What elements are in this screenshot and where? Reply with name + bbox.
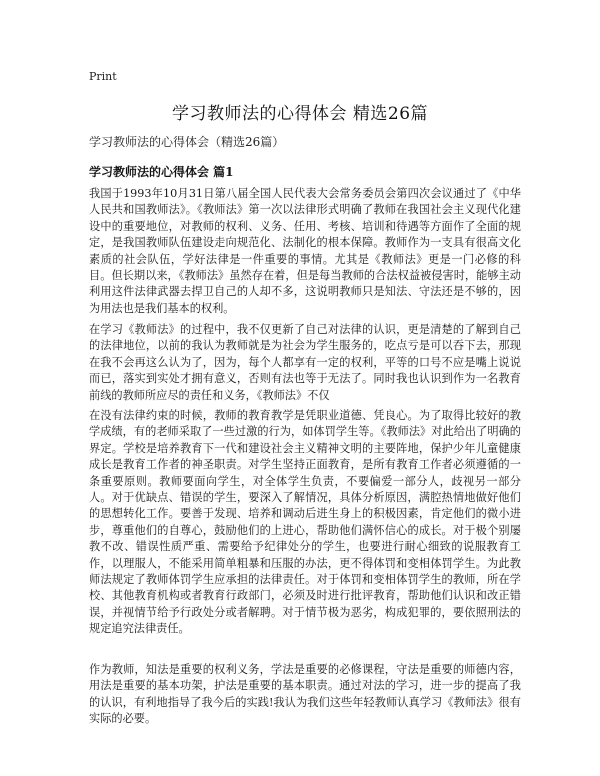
section-heading: 学习教师法的心得体会 篇1	[89, 165, 234, 179]
page-title: 学习教师法的心得体会 精选26篇	[171, 104, 429, 124]
document-subtitle: 学习教师法的心得体会（精选26篇）	[89, 135, 285, 149]
paragraph-2: 在学习《教师法》的过程中，我不仅更新了自己对法律的认识，更是清楚的了解到自己的法律地位，以前的我认为教师就是为社会为学生服务的，吃点亏是可以吞下去，那现在我不会再这么认为了，因为，每个人都享有一定的权利，平等的口号不应是嘴上说说而已，落实到实处才拥有意义，否则有法也等于无法了。同时我也认识到作为一名教育前线的教师所应尽的责任和义务，《教师法》不仅	[89, 323, 521, 402]
paragraph-4: 作为教师，知法是重要的权利义务，学法是重要的必修课程，守法是重要的师德内容，用法是重要的基本功架，护法是重要的基本职责。通过对法的学习，进一步的提高了我的认识，有利地指导了我今后的实践!我认为我们这些年轻教师认真学习《教师法》很有实际的必要。	[89, 663, 521, 726]
print-label: Print	[89, 70, 117, 83]
paragraph-1: 我国于1993年10月31日第八届全国人民代表大会常务委员会第四次会议通过了《中华人民共和国教师法》。《教师法》第一次以法律形式明确了教师在我国社会主义现代化建设中的重要地位，对教师的权利、义务、任用、考核、培训和待遇等方面作了全面的规定，是我国教师队伍建设走向规范化、法制化的根本保障。教师作为一支具有很高文化素质的社会队伍，学好法律是一件重要的事情。尤其是《教师法》更是一门必修的科目。但长期以来，《教师法》虽然存在着，但是每当教师的合法权益被侵害时，能够主动利用这件法律武器去捍卫自己的人却不多，这说明教师只是知法、守法还是不够的，因为用法也是我们基本的权利。	[89, 187, 521, 315]
paragraph-3: 在没有法律约束的时候，教师的教育教学是凭职业道德、凭良心。为了取得比较好的教学成绩，有的老师采取了一些过激的行为，如体罚学生等。《教师法》对此给出了明确的界定。学校是培养教育下一代和建设社会主义精神文明的主要阵地，保护少年儿童健康成长是教育工作者的神圣职责。对学生坚持正面教育，是所有教育工作者必须遵循的一条重要原则。教师要面向学生，对全体学生负责，不要偏爱一部分人，歧视另一部分人。对于优缺点、错误的学生，要深入了解情况，具体分析原因，满腔热情地做好他们的思想转化工作。要善于发现、培养和调动后进生身上的积极因素，肯定他们的微小进步，尊重他们的自尊心，鼓励他们的上进心，帮助他们满怀信心的成长。对于极个别屡教不改、错误性质严重、需要给予纪律处分的学生，也要进行耐心细致的说服教育工作，以理服人，不能采用简单粗暴和压服的办法，更不得体罚和变相体罚学生。为此教师法规定了教师体罚学生应承担的法律责任。对于体罚和变相体罚学生的教师，所在学校、其他教育机构或者教育行政部门，必须及时进行批评教育，帮助他们认识和改正错误，并视情节给予行政处分或者解聘。对于情节极为恶劣，构成犯罪的，要依照刑法的规定追究法律责任。	[89, 409, 521, 636]
